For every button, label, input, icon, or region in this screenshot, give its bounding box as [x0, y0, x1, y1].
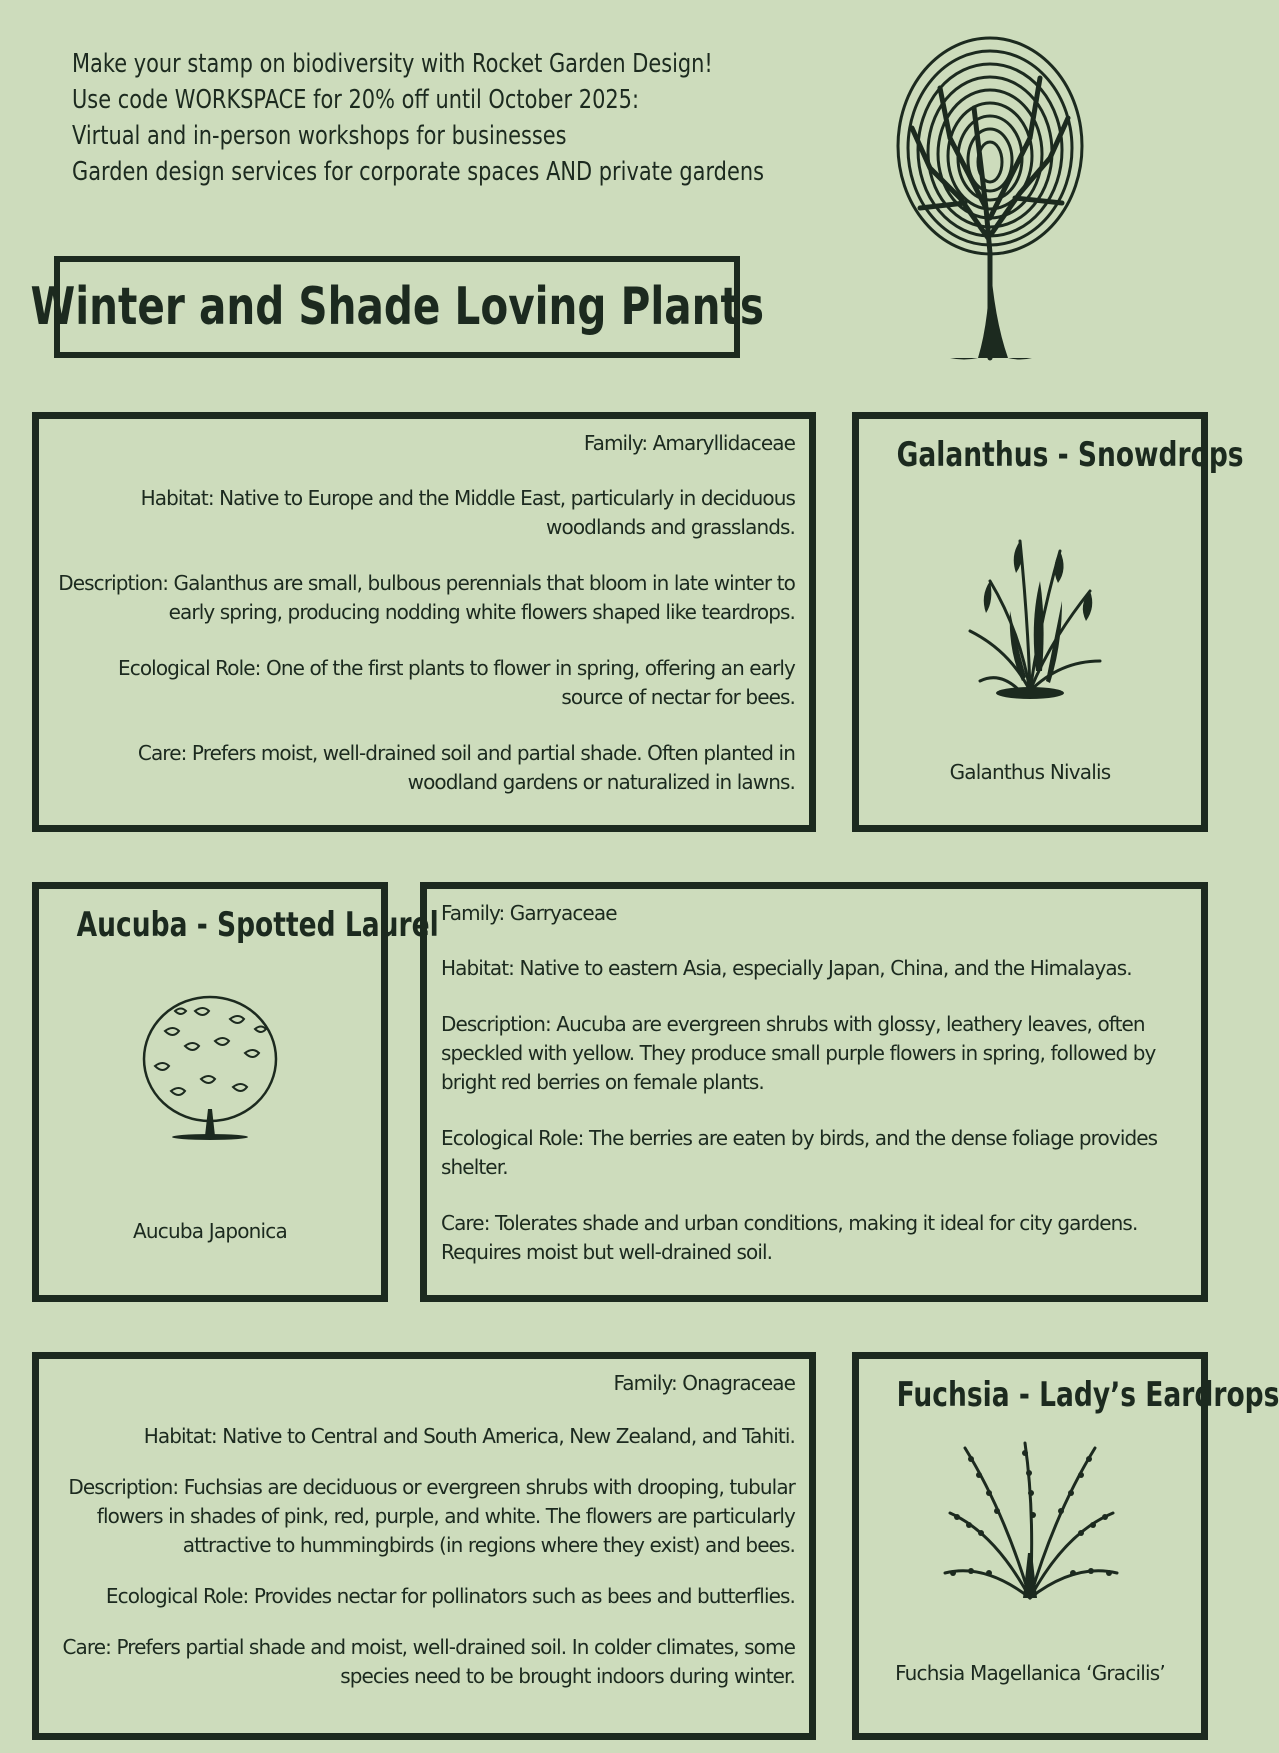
galanthus-care: Care: Prefers moist, well-drained soil and partial shade. Often planted in woodland gardens or naturalized in lawns. — [137, 741, 795, 794]
promo-line: Use code WORKSPACE for 20% off until October 2025: — [72, 85, 640, 115]
promo-line: Virtual and in-person workshops for businesses — [72, 121, 567, 151]
aucuba-habitat: Habitat: Native to eastern Asia, especially Japan, China, and the Himalayas. — [441, 956, 1132, 980]
fuchsia-habitat: Habitat: Native to Central and South America, New Zealand, and Tahiti. — [143, 1424, 795, 1448]
aucuba-family: Family: Garryaceae — [441, 901, 617, 925]
fuchsia-care: Care: Prefers partial shade and moist, well-drained soil. In colder climates, some species need to be brought indoors during winter. — [62, 1635, 795, 1688]
fuchsia-shrub-illustration — [935, 1433, 1125, 1603]
aucuba-card — [32, 882, 439, 1302]
aucuba-name: Aucuba - Spotted Laurel — [76, 905, 439, 945]
aucuba-description: Description: Aucuba are evergreen shrubs with glossy, leathery leaves, often speckled with yellow. They produce small purple flowers in spring, followed by bright red berries on female plants. — [441, 1012, 1156, 1094]
fuchsia-info-box — [32, 1352, 816, 1740]
promo-line: Make your stamp on biodiversity with Rocket Garden Design! — [72, 49, 713, 79]
galanthus-description: Description: Galanthus are small, bulbous perennials that bloom in late winter to early spring, producing nodding white flowers shaped like teardrops. — [58, 571, 795, 624]
aucuba-ecological-role: Ecological Role: The berries are eaten by birds, and the dense foliage provides shelter. — [441, 1126, 1158, 1179]
fuchsia-latin-name: Fuchsia Magellanica ‘Gracilis’ — [895, 1661, 1165, 1685]
snowdrop-illustration — [950, 521, 1110, 701]
fuchsia-name: Fuchsia - Lady’s Eardrops — [896, 1375, 1279, 1415]
galanthus-card — [852, 412, 1244, 832]
galanthus-info-box — [32, 412, 816, 832]
promo-line: Garden design services for corporate spaces AND private gardens — [72, 157, 764, 187]
aucuba-latin-name: Aucuba Japonica — [133, 1219, 287, 1243]
fuchsia-ecological-role: Ecological Role: Provides nectar for pollinators such as bees and butterflies. — [105, 1584, 795, 1608]
fuchsia-card — [852, 1352, 1279, 1740]
galanthus-family: Family: Amaryllidaceae — [583, 431, 795, 455]
galanthus-habitat: Habitat: Native to Europe and the Middle East, particularly in deciduous woodlands and grasslands. — [140, 486, 795, 539]
page-title-box — [30, 256, 764, 358]
aucuba-shrub-illustration — [135, 991, 285, 1141]
fuchsia-description: Description: Fuchsias are deciduous or evergreen shrubs with drooping, tubular flowers in shades of pink, red, purple, and white. The flowers are particularly attractive to hummingbirds (in regions where they exist) and bees. — [68, 1475, 795, 1557]
galanthus-latin-name: Galanthus Nivalis — [949, 760, 1111, 784]
page-title: Winter and Shade Loving Plants — [30, 277, 764, 337]
fuchsia-family: Family: Onagraceae — [613, 1371, 795, 1395]
aucuba-info-box — [420, 882, 1208, 1302]
galanthus-name: Galanthus - Snowdrops — [896, 435, 1244, 475]
fingerprint-tree-icon — [890, 18, 1090, 363]
promo-text — [72, 46, 764, 190]
aucuba-care: Care: Tolerates shade and urban conditions, making it ideal for city gardens. Requires moist but well-drained soil. — [441, 1211, 1138, 1264]
galanthus-ecological-role: Ecological Role: One of the first plants to flower in spring, offering an early source of nectar for bees. — [118, 656, 795, 709]
